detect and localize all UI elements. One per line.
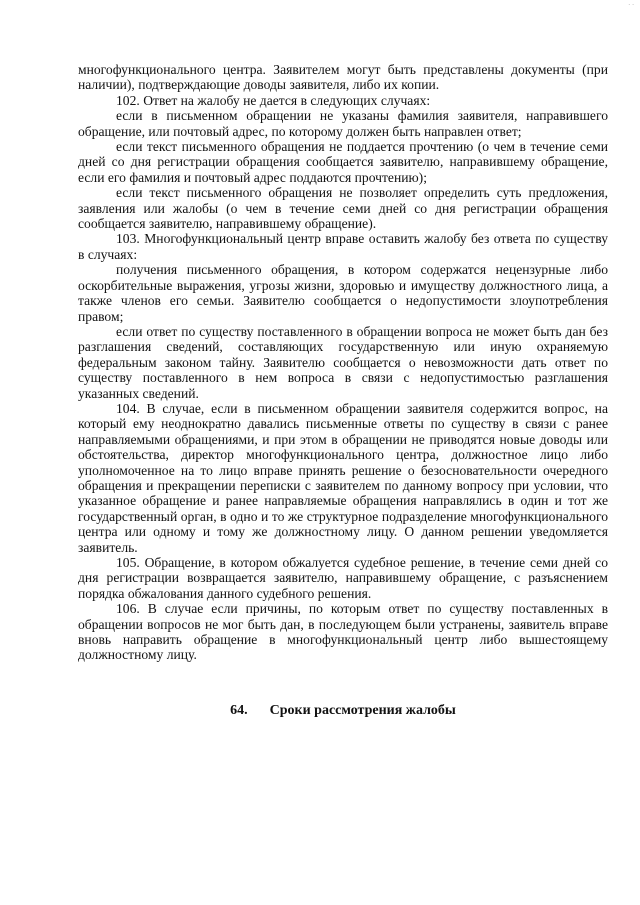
paragraph-105: 105. Обращение, в котором обжалуется судебное решение, в течение семи дней со дня регистрации возвращается заявителю, направившему обращение, с разъяснением порядка обжалования данного судебного решения. [78,555,608,601]
paragraph-103-case-1: получения письменного обращения, в котором содержатся нецензурные либо оскорбительные выражения, угрозы жизни, здоровью и имуществу должностного лица, а также членов его семьи. Заявителю сообщается о недопустимости злоупотребления правом; [78,262,608,324]
section-heading [78,703,608,718]
document-page [78,62,608,718]
paragraph-102: 102. Ответ на жалобу не дается в следующих случаях: [116,92,431,108]
paragraph-102-case-1: если в письменном обращении не указаны фамилия заявителя, направившего обращение, или почтовый адрес, по которому должен быть направлен ответ; [78,108,608,139]
paragraph-103-case-2: если ответ по существу поставленного в обращении вопроса не может быть дан без разглашения сведений, составляющих государственную или иную охраняемую федеральным законом тайну. Заявителю сообщается о невозможности дать ответ по существу поставленного в нем вопроса в связи с недопустимостью разглашения указанных сведений. [78,323,608,401]
section-number: 64. [230,702,248,718]
section-title: Сроки рассмотрения жалобы [269,702,456,718]
paragraph-104: 104. В случае, если в письменном обращении заявителя содержится вопрос, на который ему неоднократно давались письменные ответы по существу в связи с ранее направляемыми обращениями, и при этом в обращении не приводятся новые доводы или обстоятельства, директор многофункционального центра, должностное лицо либо уполномоченное на то лицо вправе принять решение о безосновательности очередного обращения и прекращении переписки с заявителем по данному вопросу при условии, что указанное обращение и ранее направляемые обращения направлялись в один и тот же государственный орган, в одно и то же структурное подразделение многофункционального центра или одному и тому же должностному лицу. О данном решении уведомляется заявитель. [78,400,608,555]
paragraph-102-case-3: если текст письменного обращения не позволяет определить суть предложения, заявления или жалобы (о чем в течение семи дней со дня регистрации обращения сообщается заявителю, направившему обращение). [78,185,608,232]
corner-mark: . . [628,0,634,7]
paragraph-106: 106. В случае если причины, по которым ответ по существу поставленных в обращении вопросов не мог быть дан, в последующем были устранены, заявитель вправе вновь направить обращение в многофункциональный центр либо вышестоящему должностному лицу. [78,601,608,663]
paragraph-continuation: многофункционального центра. Заявителем могут быть представлены документы (при наличии), подтверждающие доводы заявителя, либо их копии. [78,62,608,93]
paragraph-102-case-2: если текст письменного обращения не поддается прочтению (о чем в течение семи дней со дня регистрации обращения сообщается заявителю, направившему обращение, если его фамилия и почтовый адрес поддаются прочтению); [78,139,608,185]
paragraph-103: 103. Многофункциональный центр вправе оставить жалобу без ответа по существу в случаях: [78,231,608,262]
